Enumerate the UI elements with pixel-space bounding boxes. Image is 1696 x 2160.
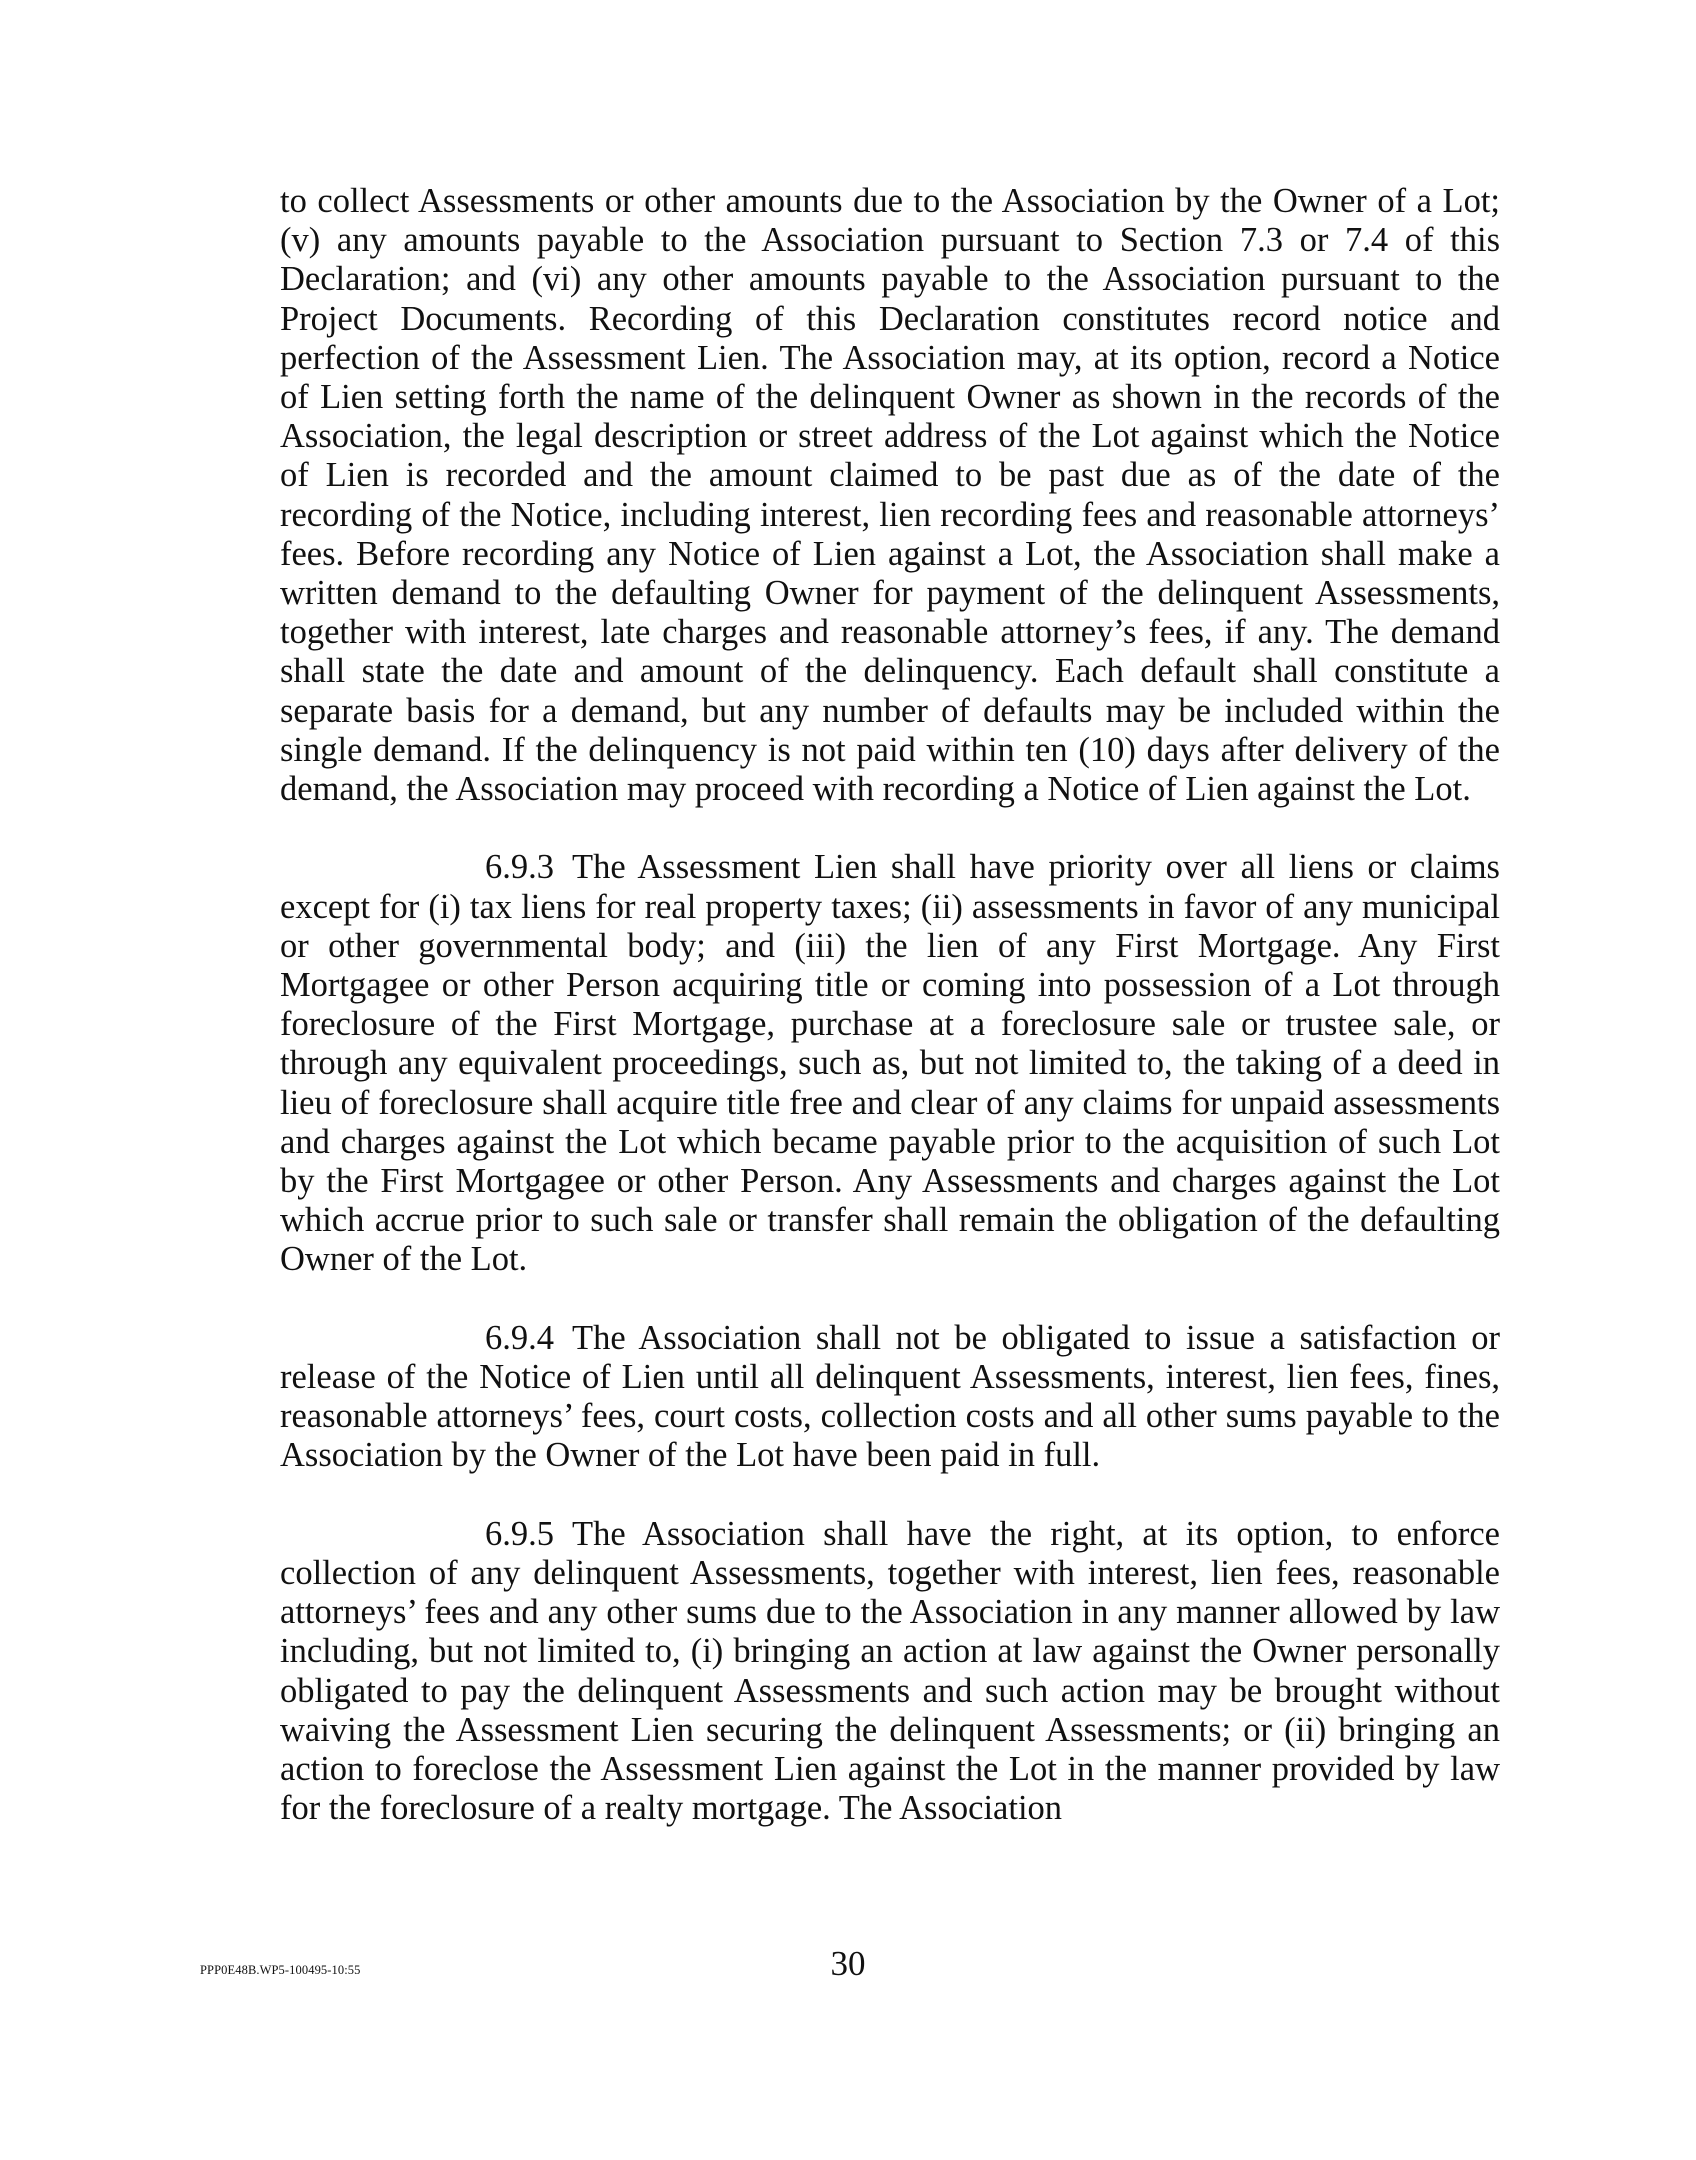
- body-text: [280, 182, 1500, 1828]
- page-number: 30: [830, 1944, 866, 1983]
- paragraph-6-9-3: [280, 848, 1500, 1279]
- paragraph-continuation: [280, 182, 1500, 809]
- section-number: 6.9.4: [485, 1318, 554, 1357]
- paragraph-6-9-5: [280, 1515, 1500, 1829]
- paragraph-text: The Association shall not be obligated to issue a satisfaction or release of the Notice of Lien until all delinquent Assessments, interest, lien fees, fines, reasonable attorneys’ fees, court costs, collection costs and all other sums payable to the Association by the Owner of the Lot have been paid in full.: [280, 1318, 1500, 1475]
- paragraph-text: to collect Assessments or other amounts due to the Association by the Owner of a Lot; (v) any amounts payable to the Association pursuant to Section 7.3 or 7.4 of this Declaration; and (vi) any other amounts payable to the Association pursuant to the Project Documents. Recording of this Declaration constitutes record notice and perfection of the Assessment Lien. The Association may, at its option, record a Notice of Lien setting forth the name of the delinquent Owner as shown in the records of the Association, the legal description or street address of the Lot against which the Notice of Lien is recorded and the amount claimed to be past due as of the date of the recording of the Notice, including interest, lien recording fees and reasonable attorneys’ fees. Before recording any Notice of Lien against a Lot, the Association shall make a written demand to the defaulting Owner for payment of the delinquent Assessments, together with interest, late charges and reasonable attorney’s fees, if any. The demand shall state the date and amount of the delinquency. Each default shall constitute a separate basis for a demand, but any number of defaults may be included within the single demand. If the delinquency is not paid within ten (10) days after delivery of the demand, the Association may proceed with recording a Notice of Lien against the Lot.: [280, 182, 1500, 809]
- paragraph-text: The Association shall have the right, at its option, to enforce collection of any delinquent Assessments, together with interest, lien fees, reasonable attorneys’ fees and any other sums due to the Association in any manner allowed by law including, but not limited to, (i) bringing an action at law against the Owner personally obligated to pay the delinquent Assessments and such action may be brought without waiving the Assessment Lien securing the delinquent Assessments; or (ii) bringing an action to foreclose the Assessment Lien against the Lot in the manner provided by law for the foreclosure of a realty mortgage. The Association: [280, 1514, 1500, 1828]
- footer-document-id: PPP0E48B.WP5-100495-10:55: [200, 1963, 361, 1977]
- section-number: 6.9.5: [485, 1514, 554, 1553]
- paragraph-6-9-4: [280, 1319, 1500, 1476]
- section-number: 6.9.3: [485, 848, 554, 887]
- paragraph-text: The Assessment Lien shall have priority over all liens or claims except for (i) tax liens for real property taxes; (ii) assessments in favor of any municipal or other governmental body; and (iii) the lien of any First Mortgage. Any First Mortgagee or other Person acquiring title or coming into possession of a Lot through foreclosure of the First Mortgage, purchase at a foreclosure sale or trustee sale, or through any equivalent proceedings, such as, but not limited to, the taking of a deed in lieu of foreclosure shall acquire title free and clear of any claims for unpaid assessments and charges against the Lot which became payable prior to the acquisition of such Lot by the First Mortgagee or other Person. Any Assessments and charges against the Lot which accrue prior to such sale or transfer shall remain the obligation of the defaulting Owner of the Lot.: [280, 848, 1500, 1279]
